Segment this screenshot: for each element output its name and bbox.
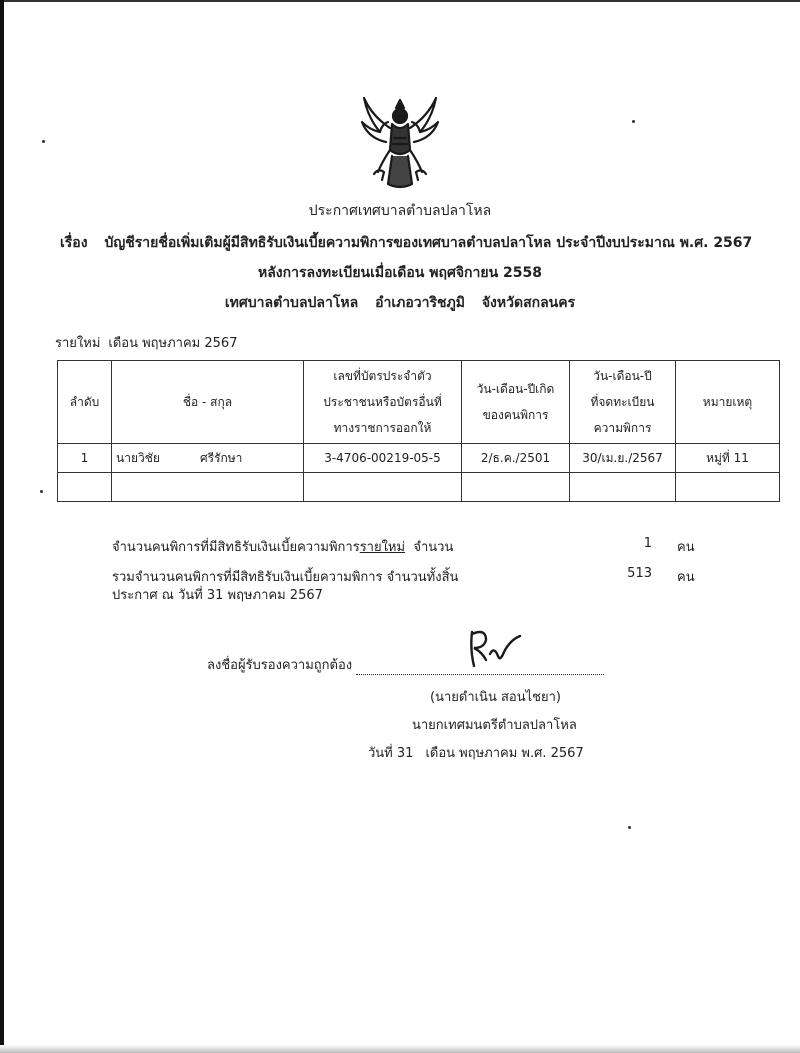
list-month: เดือน พฤษภาคม 2567 bbox=[108, 336, 238, 351]
total-count-line: รวมจำนวนคนพิการที่มีสิทธิรับเงินเบี้ยความพิการ จำนวนทั้งสิ้น bbox=[112, 570, 459, 585]
signature-dotted-line bbox=[356, 674, 604, 675]
handwritten-signature bbox=[464, 626, 524, 672]
subject-line bbox=[60, 232, 800, 254]
certify-label: ลงชื่อผู้รับรองความถูกต้อง bbox=[207, 658, 353, 673]
column-header-name: ชื่อ - สกุล bbox=[112, 361, 304, 444]
district: อำเภอวาริชภูมิ bbox=[375, 295, 465, 311]
signer-position: นายกเทศมนตรีตำบลปลาโหล bbox=[412, 718, 577, 733]
column-header-id-card: เลขที่บัตรประจำตัว ประชาชนหรือบัตรอื่นที่ ทางราชการออกให้ bbox=[304, 361, 462, 444]
beneficiary-table bbox=[57, 360, 780, 502]
table-row bbox=[58, 444, 780, 473]
list-label bbox=[55, 332, 245, 353]
total-count: 513 bbox=[627, 566, 652, 581]
scan-edge-top bbox=[0, 0, 800, 2]
cell-no: 1 bbox=[58, 444, 112, 473]
garuda-emblem-icon bbox=[358, 92, 442, 192]
signature-day: วันที่ 31 bbox=[368, 746, 414, 761]
cell-birth-date: 2/ธ.ค./2501 bbox=[462, 444, 570, 473]
first-name: นายวิชัย bbox=[116, 450, 160, 465]
announcement-title: ประกาศเทศบาลตำบลปลาโหล bbox=[308, 203, 492, 219]
cell-id-card: 3-4706-00219-05-5 bbox=[304, 444, 462, 473]
new-emphasis: รายใหม่ bbox=[359, 540, 406, 555]
municipality: เทศบาลตำบลปลาโหล bbox=[224, 295, 359, 311]
cell-register-date: 30/เม.ย./2567 bbox=[570, 444, 676, 473]
subject-text: บัญชีรายชื่อเพิ่มเติมผู้มีสิทธิรับเงินเบี้ยความพิการของเทศบาลตำบลปลาโหล ประจำปีงบประมาณ พ.ศ. 2567 bbox=[104, 235, 753, 251]
certify-line bbox=[207, 654, 604, 675]
province: จังหวัดสกลนคร bbox=[481, 295, 576, 311]
last-name: ศรีรักษา bbox=[200, 450, 243, 465]
new-count-line: จำนวนคนพิการที่มีสิทธิรับเงินเบี้ยความพิการรายใหม่ จำนวน bbox=[112, 540, 454, 555]
scan-edge-left bbox=[0, 0, 4, 1053]
table-header-row bbox=[58, 361, 780, 444]
registration-period: หลังการลงทะเบียนเมื่อเดือน พฤศจิกายน 2558 bbox=[257, 265, 542, 281]
scan-speck bbox=[40, 490, 43, 493]
list-type: รายใหม่ bbox=[55, 336, 101, 351]
column-header-birth-date: วัน-เดือน-ปีเกิด ของคนพิการ bbox=[462, 361, 570, 444]
total-count-unit: คน bbox=[677, 570, 695, 585]
column-header-no: ลำดับ bbox=[58, 361, 112, 444]
location-line bbox=[0, 292, 800, 314]
new-count-unit: คน bbox=[677, 540, 695, 555]
signer-name: (นายดำเนิน สอนไชยา) bbox=[430, 690, 561, 705]
subject-label: เรื่อง bbox=[60, 235, 88, 251]
new-count: 1 bbox=[643, 536, 652, 551]
signature-month-year: เดือน พฤษภาคม พ.ศ. 2567 bbox=[425, 746, 584, 761]
announce-date: ประกาศ ณ วันที่ 31 พฤษภาคม 2567 bbox=[112, 588, 323, 603]
table-row-empty bbox=[58, 473, 780, 502]
scan-edge-bottom bbox=[0, 1045, 800, 1053]
scan-speck bbox=[632, 120, 635, 123]
scan-speck bbox=[42, 140, 45, 143]
column-header-remark: หมายเหตุ bbox=[676, 361, 780, 444]
signature-date bbox=[368, 742, 596, 763]
column-header-register-date: วัน-เดือน-ปี ที่จดทะเบียน ความพิการ bbox=[570, 361, 676, 444]
scan-speck bbox=[628, 826, 631, 829]
cell-name bbox=[112, 444, 304, 473]
cell-remark: หมู่ที่ 11 bbox=[676, 444, 780, 473]
